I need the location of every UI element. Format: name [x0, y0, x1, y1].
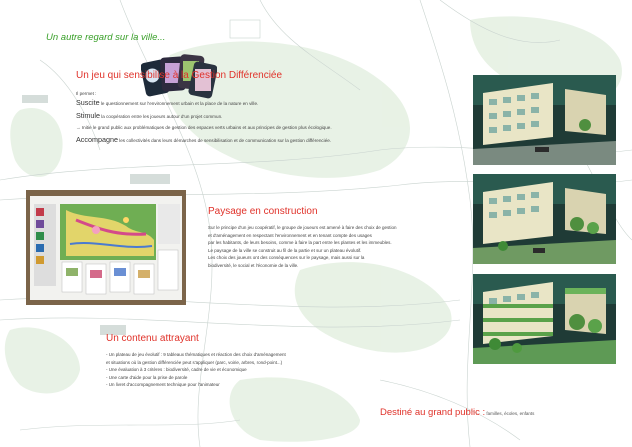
list-item	[76, 134, 386, 145]
list-item	[76, 110, 386, 121]
paragraph-line: par les habitants, de leurs besoins, comme à faire la part entre les plantes et les immeubles.	[208, 240, 392, 246]
city-render-stage-3	[473, 274, 616, 364]
audience-detail: familles, écoles, enfants	[486, 411, 535, 416]
board-game-photo	[26, 190, 186, 305]
keyword: Suscite	[76, 98, 100, 107]
section-heading-content: Un contenu attrayant	[106, 333, 199, 344]
city-render-stage-2	[473, 174, 616, 264]
list-item: - Un livret d'accompagnement technique pour l'animateur	[106, 382, 220, 388]
paragraph-line: et d'aménagement en respectant l'environnement et en tenant compte des usages	[208, 232, 372, 238]
benefits-list	[76, 100, 386, 149]
item-text: → Initie le grand public aux problématiques de gestion des espaces verts urbains et aux principes de gestion plus écologique.	[76, 125, 332, 131]
landscape-paragraph	[208, 224, 470, 270]
list-item: - Une évaluation à 3 critères : biodiversité, cadre de vie et économique	[106, 367, 247, 373]
paragraph-line: Le paysage de la ville se construit au fil de la partie et sur un plateau évolutif.	[208, 247, 362, 253]
list-item: - Une carte d'aide pour la prise de parole	[106, 374, 188, 380]
paragraph-line: biodiversité, le social et l'économie de la ville.	[208, 262, 299, 268]
section-intro: Il permet :	[76, 91, 97, 96]
content-list	[106, 351, 406, 389]
section-heading-game: Un jeu qui sensibilise à la Gestion Différenciée	[76, 70, 283, 81]
paragraph-line: Sur le principe d'un jeu coopératif, le groupe de joueurs est amené à faire des choix de gestion	[208, 225, 397, 230]
tagline: Un autre regard sur la ville...	[46, 32, 166, 43]
keyword: Accompagne	[76, 134, 118, 144]
item-text: le questionnement sur l'environnement urbain et la place de la nature en ville.	[99, 101, 259, 106]
list-item	[76, 125, 386, 132]
city-render-stage-1	[473, 75, 616, 165]
section-heading-landscape: Paysage en construction	[208, 206, 318, 217]
list-item: - Un plateau de jeu évolutif : 9 tableaux thématiques et réaction des choix d'aménagement	[106, 352, 286, 357]
paragraph-line: Les choix des joueurs ont des conséquences sur le paysage, mais aussi sur la	[208, 255, 365, 261]
item-text: les collectivités dans leurs démarches de sensibilisation et de communication sur la gestion différenciée.	[117, 137, 332, 143]
keyword: Stimule	[76, 110, 100, 120]
list-item	[76, 100, 386, 108]
item-text: la coopération entre les joueurs autour d'un projet commun.	[99, 113, 223, 119]
audience-label: Destiné au grand public :	[380, 407, 486, 418]
audience-line	[380, 407, 534, 418]
list-item: et situations où la gestion différenciée peut s'appliquer (parc, voirie, arbres, rond-point...)	[106, 359, 283, 365]
